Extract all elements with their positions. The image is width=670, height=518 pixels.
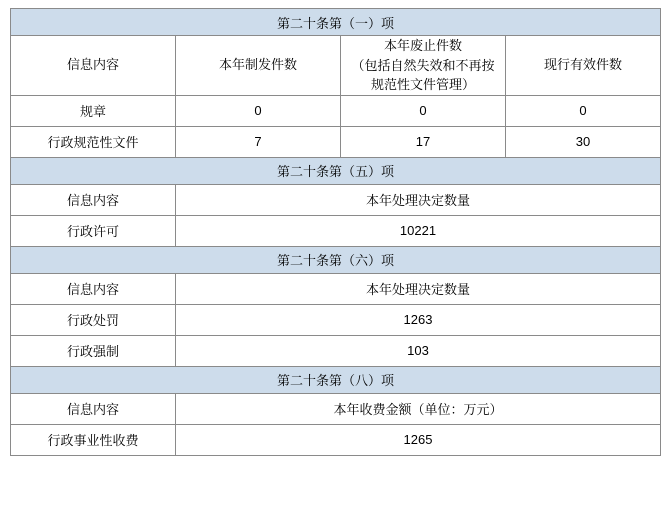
table-row	[11, 304, 661, 335]
column-header-row	[11, 393, 661, 424]
section-header-1: 第二十条第（一）项	[11, 9, 661, 36]
table-row	[11, 424, 661, 455]
column-header-info-content-5: 信息内容	[11, 184, 176, 215]
column-header-info-content-6: 信息内容	[11, 273, 176, 304]
row-label-normative-documents: 行政规范性文件	[11, 126, 176, 157]
cell-regulations-effective: 0	[506, 95, 661, 126]
column-header-decisions-5: 本年处理决定数量	[176, 184, 661, 215]
row-label-regulations: 规章	[11, 95, 176, 126]
cell-administrative-penalty-count: 1263	[176, 304, 661, 335]
cell-normative-effective: 30	[506, 126, 661, 157]
row-label-administrative-fees: 行政事业性收费	[11, 424, 176, 455]
column-header-info-content-1: 信息内容	[11, 36, 176, 96]
cell-administrative-license-count: 10221	[176, 215, 661, 246]
table-row	[11, 215, 661, 246]
column-header-row	[11, 184, 661, 215]
column-header-issued-count: 本年制发件数	[176, 36, 341, 96]
column-header-decisions-6: 本年处理决定数量	[176, 273, 661, 304]
row-label-administrative-penalty: 行政处罚	[11, 304, 176, 335]
section-header-row	[11, 9, 661, 36]
column-header-row	[11, 273, 661, 304]
government-info-disclosure-table	[10, 8, 661, 456]
section-header-row	[11, 366, 661, 393]
cell-regulations-issued: 0	[176, 95, 341, 126]
cell-normative-issued: 7	[176, 126, 341, 157]
column-header-fee-amount: 本年收费金额（单位：万元）	[176, 393, 661, 424]
table-row	[11, 95, 661, 126]
cell-regulations-abolished: 0	[341, 95, 506, 126]
statistics-table-container	[10, 8, 660, 456]
abolished-line-1: 本年废止件数	[383, 38, 462, 53]
row-label-administrative-compulsion: 行政强制	[11, 335, 176, 366]
section-header-row	[11, 157, 661, 184]
column-header-abolished-count	[341, 36, 506, 96]
row-label-administrative-license: 行政许可	[11, 215, 176, 246]
table-row	[11, 126, 661, 157]
cell-administrative-compulsion-count: 103	[176, 335, 661, 366]
column-header-row	[11, 36, 661, 96]
section-header-row	[11, 246, 661, 273]
cell-normative-abolished: 17	[341, 126, 506, 157]
column-header-effective-count: 现行有效件数	[506, 36, 661, 96]
section-header-6: 第二十条第（六）项	[11, 246, 661, 273]
column-header-info-content-8: 信息内容	[11, 393, 176, 424]
section-header-8: 第二十条第（八）项	[11, 366, 661, 393]
abolished-line-3: 规范性文件管理）	[370, 77, 475, 92]
table-row	[11, 335, 661, 366]
section-header-5: 第二十条第（五）项	[11, 157, 661, 184]
abolished-line-2: （包括自然失效和不再按	[351, 57, 495, 73]
cell-administrative-fees-amount: 1265	[176, 424, 661, 455]
